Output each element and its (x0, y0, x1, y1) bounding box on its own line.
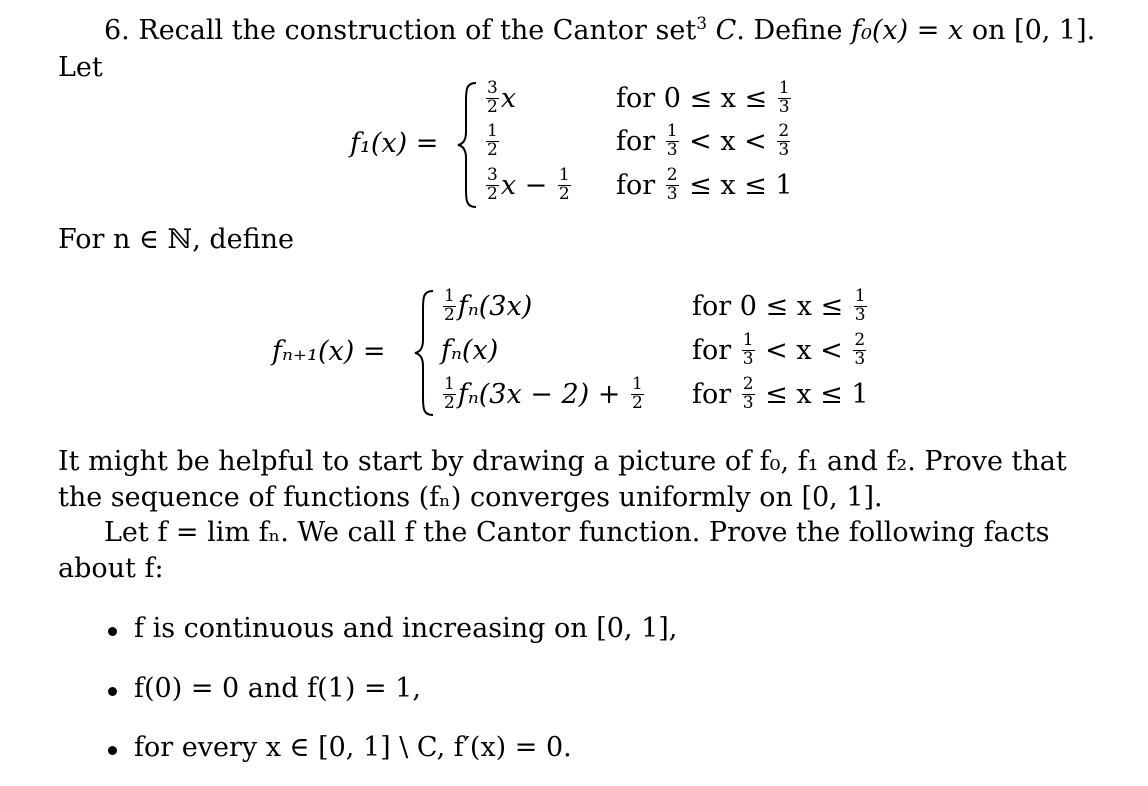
left-brace-icon (456, 80, 480, 210)
case-expression: $\frac{1}{2}$ fₙ(3x) (444, 286, 533, 325)
case-expression: $\frac{1}{2}$ fₙ(3x − 2) + $\frac{1}{2}$ (444, 374, 643, 413)
left-brace-icon (413, 288, 437, 418)
paragraph-line-3: Let f = lim fₙ. We call f the Cantor function. Prove the following facts (104, 517, 1050, 548)
fraction: $\frac{1}{3}$ (742, 330, 754, 369)
for-n-text: For n ∈ ℕ, define (58, 224, 295, 255)
case-expression: $\frac{3}{2}$ x (487, 78, 517, 117)
case-condition: for 0 ≤ x ≤ $\frac{1}{3}$ (692, 286, 866, 325)
case-expression: fₙ(x) (441, 335, 499, 366)
f0-definition: f₀(x) = x (851, 15, 964, 46)
footnote-mark: 3 (696, 14, 708, 34)
fraction: $\frac{1}{2}$ (444, 374, 455, 413)
paragraph-line-4: about f: (58, 553, 164, 584)
bullet-icon (108, 687, 117, 696)
fraction: $\frac{2}{3}$ (778, 121, 790, 160)
case-condition: for 0 ≤ x ≤ $\frac{1}{3}$ (616, 78, 790, 117)
let-text: Let (58, 52, 103, 83)
bullet-icon (108, 746, 117, 755)
fraction: $\frac{1}{2}$ (558, 165, 570, 204)
bullet-item: f(0) = 0 and f(1) = 1, (134, 673, 421, 704)
interval-text: on [0, 1]. (971, 15, 1096, 46)
intro-text: Recall the construction of the Cantor set (138, 15, 697, 46)
f1-lhs: f₁(x) = (350, 128, 439, 159)
fraction: $\frac{1}{3}$ (666, 121, 678, 160)
case-condition: for $\frac{1}{3}$ < x < $\frac{2}{3}$ (616, 121, 790, 160)
problem-intro-line: 6. Recall the construction of the Cantor set$^3$ C. Define f₀(x) = x on [0, 1]. (104, 14, 1096, 46)
fraction: $\frac{3}{2}$ (487, 78, 498, 117)
case-condition: for $\frac{2}{3}$ ≤ x ≤ 1 (616, 165, 793, 204)
case-expression (484, 121, 501, 161)
fraction: $\frac{1}{2}$ (444, 286, 455, 325)
fraction: $\frac{2}{3}$ (666, 165, 678, 204)
paragraph-line-1: It might be helpful to start by drawing a picture of f₀, f₁ and f₂. Prove that (58, 446, 1067, 477)
fraction: $\frac{1}{2}$ (632, 374, 643, 413)
fraction: $\frac{1}{3}$ (854, 286, 866, 325)
cantor-set-symbol: C (715, 15, 737, 46)
fraction: $\frac{2}{3}$ (854, 330, 866, 369)
fn1-lhs: fₙ₊₁(x) = (272, 336, 386, 367)
fraction: $\frac{3}{2}$ (487, 165, 498, 204)
bullet-icon (108, 627, 117, 636)
problem-number: 6. (104, 15, 130, 46)
fraction: $\frac{2}{3}$ (742, 374, 754, 413)
case-expression: $\frac{3}{2}$ x − $\frac{1}{2}$ (487, 165, 570, 204)
bullet-item: f is continuous and increasing on [0, 1], (134, 613, 678, 644)
define-text: Define (753, 15, 843, 46)
fraction: $\frac{1}{3}$ (778, 78, 790, 117)
fraction: $\frac{1}{2}$ (487, 121, 498, 160)
bullet-item: for every x ∈ [0, 1] \ C, f′(x) = 0. (134, 732, 572, 763)
paragraph-line-2: the sequence of functions (fₙ) converges uniformly on [0, 1]. (58, 482, 883, 513)
case-condition: for $\frac{2}{3}$ ≤ x ≤ 1 (692, 374, 869, 413)
case-condition: for $\frac{1}{3}$ < x < $\frac{2}{3}$ (692, 330, 866, 369)
